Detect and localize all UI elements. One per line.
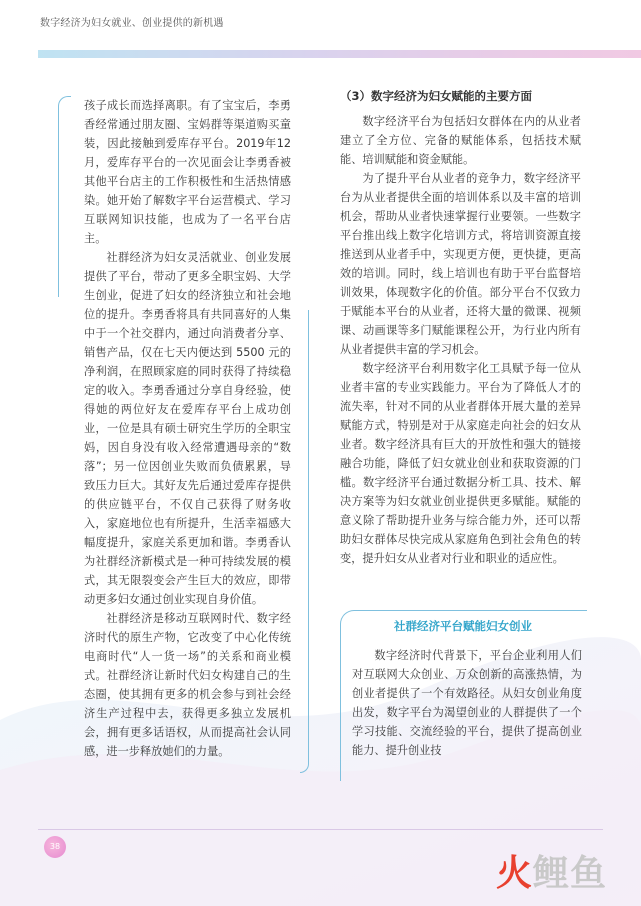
left-column [84,96,291,761]
callout-paragraph: 数字经济时代背景下，平台企业利用人们对互联网大众创业、万众创新的高涨热情，为创业者提供了一个有效路径。从妇女创业角度出发，数字平台为渴望创业的人群提供了一个学习技能、交流经验的平台，提供了提高创业能力、提升创业技 [352,649,582,757]
footer-divider [38,829,603,830]
header-gradient-bar [38,50,641,58]
right-paragraph-1: 数字经济平台为包括妇女群体在内的从业者建立了全方位、完备的赋能体系，包括技术赋能、培训赋能和资金赋能。 [340,115,581,166]
left-bracket-top [58,96,71,297]
watermark-part-1: 火 [496,853,534,894]
page-number-badge: 38 [44,836,66,858]
right-paragraph-3: 数字经济平台利用数字化工具赋予每一位从业者丰富的专业实践能力。平台为了降低人才的流失率，针对不同的从业者群体开展大量的差异赋能方式，特别是对于从家庭走向社会的妇女从业者。数字经济具有巨大的开放性和强大的链接融合功能，降低了妇女就业创业和获取资源的门槛。数字经济平台通过数据分析工具、技术、解决方案等为妇女就业创业提供更多赋能。赋能的意义除了帮助提升业务与综合能力外，还可以帮助妇女群体尽快完成从家庭角色到社会角色的转变，提升妇女从业者对行业和职业的适应性。 [340,362,581,565]
left-paragraph-1: 孩子成长而选择离职。有了宝宝后，李勇香经常通过朋友圈、宝妈群等渠道购买童装，因此接触到爱库存平台。2019年12月，爱库存平台的一次见面会让李勇香被其他平台店主的工作积极性和生活热情感染。她开始了解数字平台运营模式、学习互联网知识技能，也成为了一名平台店主。 [84,99,291,245]
watermark-part-2: 鲤鱼 [533,853,608,894]
watermark-logo [496,853,608,894]
right-column [340,112,581,568]
section-heading: （3）数字经济为妇女赋能的主要方面 [340,89,532,103]
left-paragraph-2: 社群经济为妇女灵活就业、创业发展提供了平台，带动了更多全职宝妈、大学生创业，促进了妇女的经济独立和社会地位的提升。李勇香将具有共同喜好的人集中于一个社交群内，通过向消费者分享、销售产品，仅在七天内便达到 5500 元的净利润，在照顾家庭的同时获得了持续稳定的收入。李勇香通过分享自身经验，使得她的两位好友在爱库存平台上成功创业，一位是具有硕士研究生学历的全职宝妈，因自身没有收入经常遭遇母亲的“数落”；另一位因创业失败而负债累累，导致压力巨大。其好友先后通过爱库存提供的供应链平台，不仅自己获得了财务收入，家庭地位也有所提升，生活幸福感大幅度提升，家庭关系更加和谐。李勇香认为社群经济新模式是一种可持续发展的模式，其无限裂变会产生巨大的效应，即带动更多妇女通过创业实现自身价值。 [84,251,291,606]
page-header-title: 数字经济为妇女就业、创业提供的新机遇 [40,18,224,29]
right-paragraph-2: 为了提升平台从业者的竞争力，数字经济平台为从业者提供全面的培训体系以及丰富的培训机会，帮助从业者快速掌握行业要领。一些数字平台推出线上数字化培训方式，将培训资源直接推送到从业者手中，实现更方便，更快捷，更高效的培训。同时，线上培训也有助于平台监督培训效果，体现数字化的价值。部分平台不仅致力于赋能本平台的从业者，还将大量的微课、视频课、动画课等多门赋能课程公开，为行业内所有从业者提供丰富的学习机会。 [340,172,581,356]
left-paragraph-3: 社群经济是移动互联网时代、数字经济时代的原生产物，它改变了中心化传统电商时代“人一货一场”的关系和商业模式。社群经济让新时代妇女构建自己的生态圈，使其拥有更多的机会参与到社会经济生产过程中去，获得更多独立发展机会，拥有更多话语权，从而提高社会认同感，进一步释放她们的力量。 [84,612,291,758]
callout-body [352,646,582,760]
left-bracket-right [300,310,309,773]
callout-title: 社群经济平台赋能妇女创业 [394,619,532,633]
